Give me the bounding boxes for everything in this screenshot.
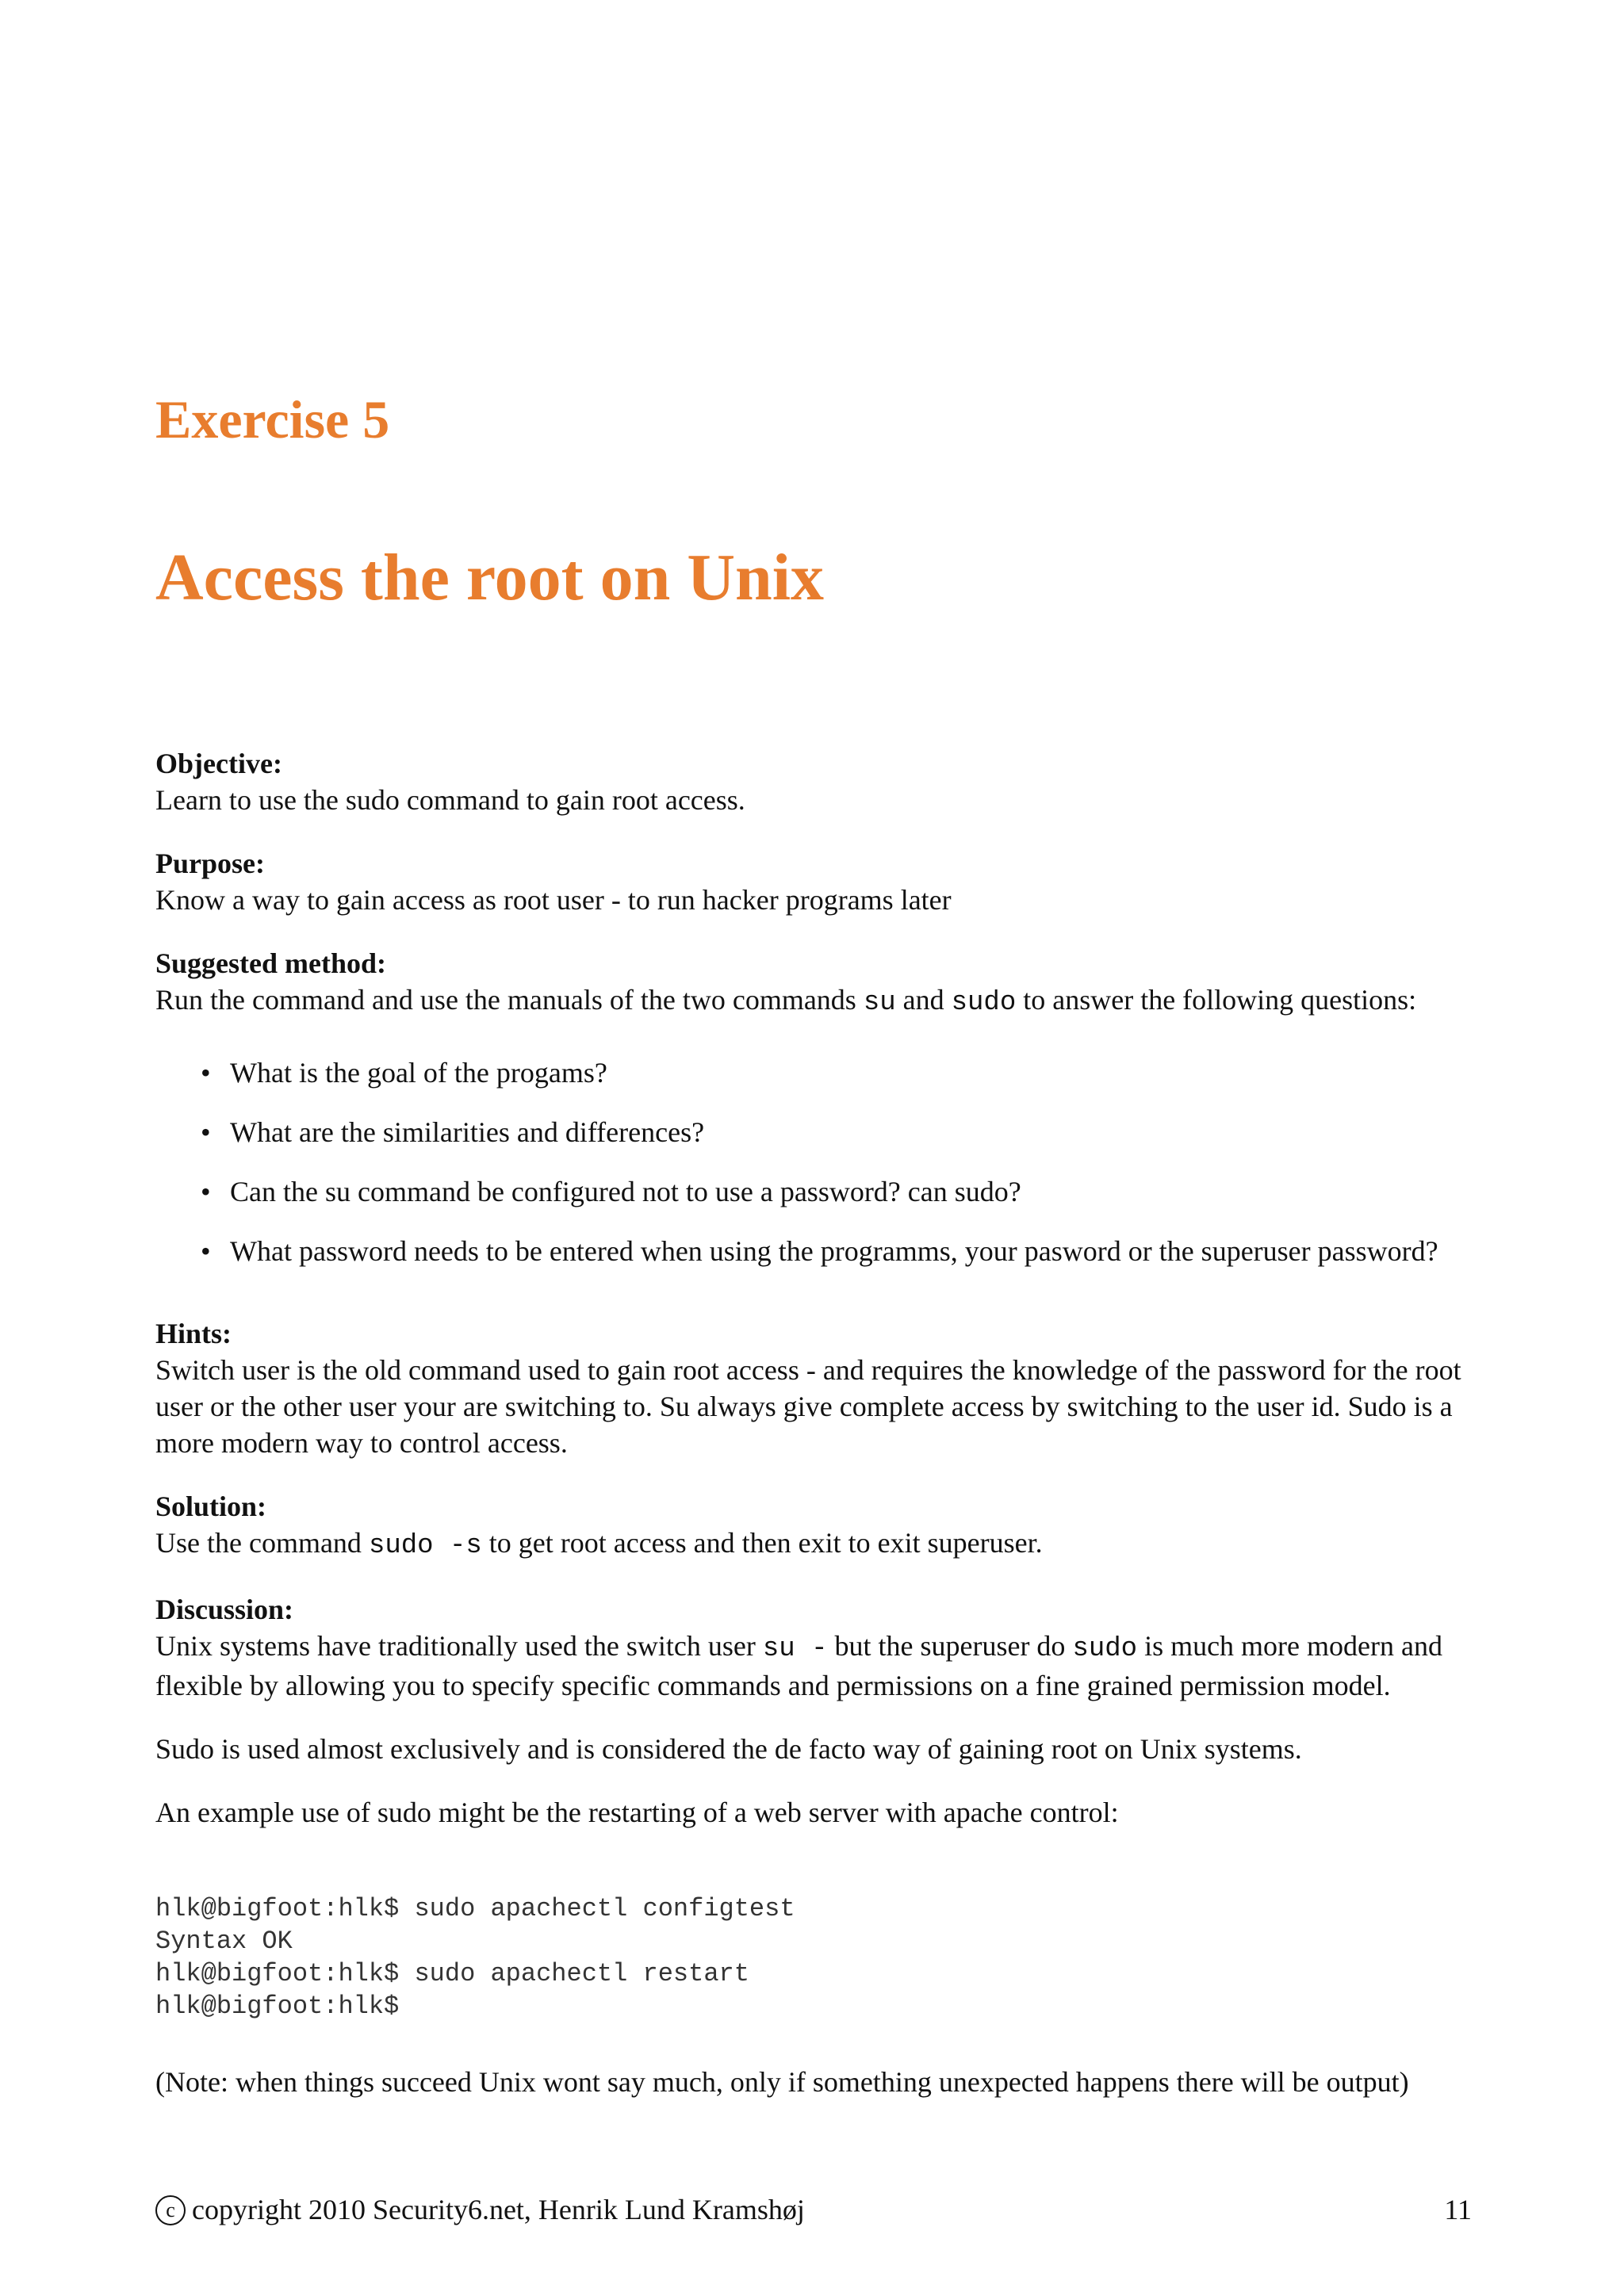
copyright-text: copyright 2010 Security6.net, Henrik Lund Kramshøj bbox=[192, 2194, 805, 2225]
bullet-icon: • bbox=[201, 1116, 211, 1148]
solution-section bbox=[155, 1488, 1475, 1564]
solution-text-after: to get root access and then exit to exit superuser. bbox=[481, 1527, 1043, 1559]
discussion-text: is much more modern and flexible by allowing you to specify specific commands and permissions on a fine grained permission model. bbox=[155, 1630, 1442, 1701]
list-item bbox=[155, 1233, 1475, 1269]
command-sudo: sudo bbox=[1072, 1634, 1138, 1664]
copyright-icon: c bbox=[155, 2195, 186, 2225]
method-text-after: to answer the following questions: bbox=[1016, 984, 1417, 1016]
command-sudo: sudo bbox=[951, 988, 1017, 1018]
terminal-code-block: hlk@bigfoot:hlk$ sudo apachectl configtest Syntax OK hlk@bigfoot:hlk$ sudo apachectl restart hlk@bigfoot:hlk$ bbox=[155, 1894, 795, 2021]
hints-text: Switch user is the old command used to gain root access - and requires the knowledge of the password for the root user or the other user your are switching to. Su always give complete access by switching to the user id. Sudo is a more modern way to control access. bbox=[155, 1354, 1461, 1459]
method-heading: Suggested method: bbox=[155, 947, 387, 979]
question-text: What is the goal of the progams? bbox=[230, 1057, 607, 1089]
discussion-text: Unix systems have traditionally used the switch user bbox=[155, 1630, 763, 1662]
list-item bbox=[155, 1114, 1475, 1150]
objective-text: Learn to use the sudo command to gain root access. bbox=[155, 784, 745, 816]
discussion-paragraph-1 bbox=[155, 1628, 1475, 1704]
list-item bbox=[155, 1054, 1475, 1091]
command-su: su bbox=[863, 988, 896, 1018]
objective-section bbox=[155, 745, 1475, 818]
bullet-icon: • bbox=[201, 1235, 211, 1267]
bullet-icon: • bbox=[201, 1176, 211, 1207]
purpose-section bbox=[155, 845, 1475, 918]
purpose-text: Know a way to gain access as root user - to run hacker programs later bbox=[155, 884, 952, 916]
command-sudo-s: sudo -s bbox=[368, 1531, 482, 1561]
discussion-section bbox=[155, 1591, 1475, 2100]
question-text: Can the su command be configured not to use a password? can sudo? bbox=[230, 1176, 1021, 1207]
method-text-mid: and bbox=[895, 984, 952, 1016]
solution-text-before: Use the command bbox=[155, 1527, 369, 1559]
hints-heading: Hints: bbox=[155, 1318, 232, 1349]
bullet-icon: • bbox=[201, 1057, 211, 1089]
method-text-before: Run the command and use the manuals of the two commands bbox=[155, 984, 864, 1016]
discussion-note: (Note: when things succeed Unix wont say much, only if something unexpected happens there will be output) bbox=[155, 2066, 1409, 2098]
hints-section bbox=[155, 1315, 1475, 1461]
question-text: What password needs to be entered when using the programms, your pasword or the superuser password? bbox=[230, 1235, 1438, 1267]
document-body bbox=[155, 745, 1475, 2127]
command-su-dash: su - bbox=[762, 1634, 828, 1664]
discussion-paragraph-2: Sudo is used almost exclusively and is considered the de facto way of gaining root on Unix systems. bbox=[155, 1733, 1302, 1765]
discussion-text: but the superuser do bbox=[827, 1630, 1073, 1662]
question-list bbox=[155, 1054, 1475, 1269]
discussion-heading: Discussion: bbox=[155, 1594, 294, 1625]
page-number: 11 bbox=[1444, 2194, 1472, 2225]
solution-heading: Solution: bbox=[155, 1490, 267, 1522]
question-text: What are the similarities and differences? bbox=[230, 1116, 705, 1148]
copyright-line bbox=[155, 2191, 805, 2228]
method-section bbox=[155, 945, 1475, 1021]
objective-heading: Objective: bbox=[155, 748, 282, 779]
chapter-label: Exercise 5 bbox=[155, 389, 390, 450]
list-item bbox=[155, 1173, 1475, 1210]
discussion-paragraph-3: An example use of sudo might be the restarting of a web server with apache control: bbox=[155, 1797, 1119, 1828]
purpose-heading: Purpose: bbox=[155, 848, 265, 879]
chapter-title: Access the root on Unix bbox=[155, 541, 825, 614]
